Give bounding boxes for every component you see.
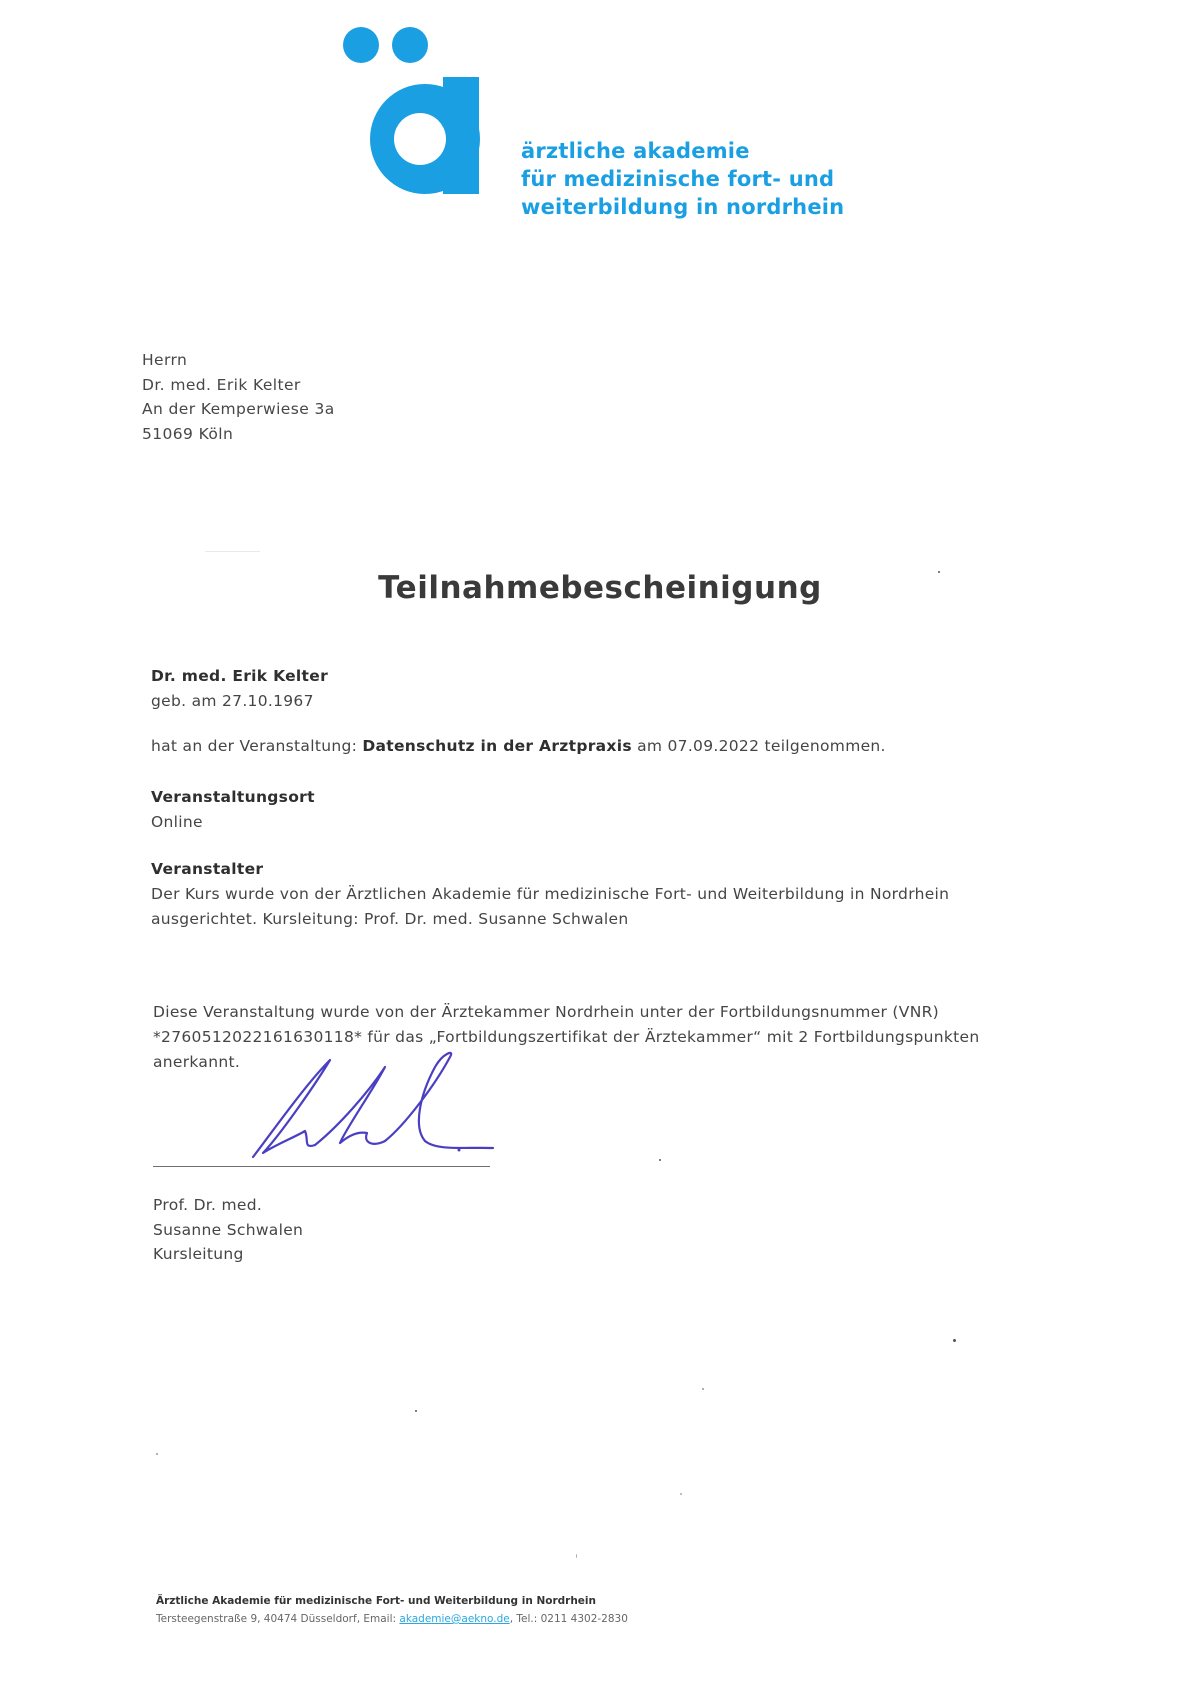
event-prefix: hat an der Veranstaltung: [151, 737, 363, 755]
footer-email-link[interactable]: akademie@aekno.de [399, 1613, 510, 1625]
address-name: Dr. med. Erik Kelter [142, 375, 301, 394]
organizer-line-2: ausgerichtet. Kursleitung: Prof. Dr. med. Susanne Schwalen [151, 910, 629, 928]
logo-line-3: weiterbildung in nordrhein [521, 195, 845, 219]
signatory-block [153, 1193, 303, 1267]
scan-speck [953, 1339, 956, 1342]
signatory-name: Susanne Schwalen [153, 1220, 304, 1239]
address-city: 51069 Köln [142, 424, 234, 443]
footer-address: Tersteegenstraße 9, 40474 Düsseldorf, Email: [156, 1613, 400, 1625]
logo-line-2: für medizinische fort- und [521, 167, 835, 191]
accreditation-line-1: Diese Veranstaltung wurde von der Ärztekammer Nordrhein unter der Fortbildungsnummer (VNR) [153, 1003, 939, 1021]
page-title: Teilnahmebescheinigung [378, 570, 822, 606]
logo-line-1: ärztliche akademie [521, 139, 750, 163]
address-street: An der Kemperwiese 3a [142, 400, 335, 418]
location-heading: Veranstaltungsort [151, 788, 315, 806]
accreditation-line-3: anerkannt. [153, 1053, 241, 1071]
participant-block [151, 664, 328, 714]
footer-contact [156, 1610, 628, 1628]
footer-phone: , Tel.: 0211 4302-2830 [509, 1613, 628, 1625]
footer-org: Ärztliche Akademie für medizinische Fort- und Weiterbildung in Nordrhein [156, 1595, 596, 1607]
event-sentence [151, 737, 886, 755]
location-value: Online [151, 813, 203, 831]
organizer-block [151, 857, 949, 932]
participant-birth: geb. am 27.10.1967 [151, 692, 314, 710]
scan-speck [156, 1453, 158, 1455]
event-suffix: am 07.09.2022 teilgenommen. [631, 737, 886, 755]
signatory-title: Prof. Dr. med. [153, 1196, 263, 1214]
recipient-address [142, 348, 335, 446]
scan-speck [702, 1388, 704, 1390]
scan-speck [415, 1410, 417, 1412]
logo-wordmark [521, 137, 844, 221]
participant-name: Dr. med. Erik Kelter [151, 667, 329, 685]
handwritten-signature [245, 1045, 500, 1165]
scan-speck [680, 1493, 682, 1495]
scan-speck [659, 1159, 661, 1161]
organizer-heading: Veranstalter [151, 860, 264, 878]
event-name: Datenschutz in der Arztpraxis [362, 737, 632, 755]
akademie-logo-icon [340, 26, 500, 196]
organizer-line-1: Der Kurs wurde von der Ärztlichen Akademie für medizinische Fort- und Weiterbildung in Nordrhein [151, 885, 950, 903]
location-block [151, 785, 315, 835]
signatory-role: Kursleitung [153, 1245, 244, 1263]
page-footer [156, 1592, 628, 1628]
scan-speck [576, 1554, 577, 1558]
address-salutation: Herrn [142, 351, 188, 369]
signature-line [153, 1166, 490, 1167]
scan-mark [205, 551, 260, 552]
accreditation-line-2: *2760512022161630118* für das „Fortbildungszertifikat der Ärztekammer“ mit 2 Fortbildungspunkten [153, 1028, 980, 1046]
